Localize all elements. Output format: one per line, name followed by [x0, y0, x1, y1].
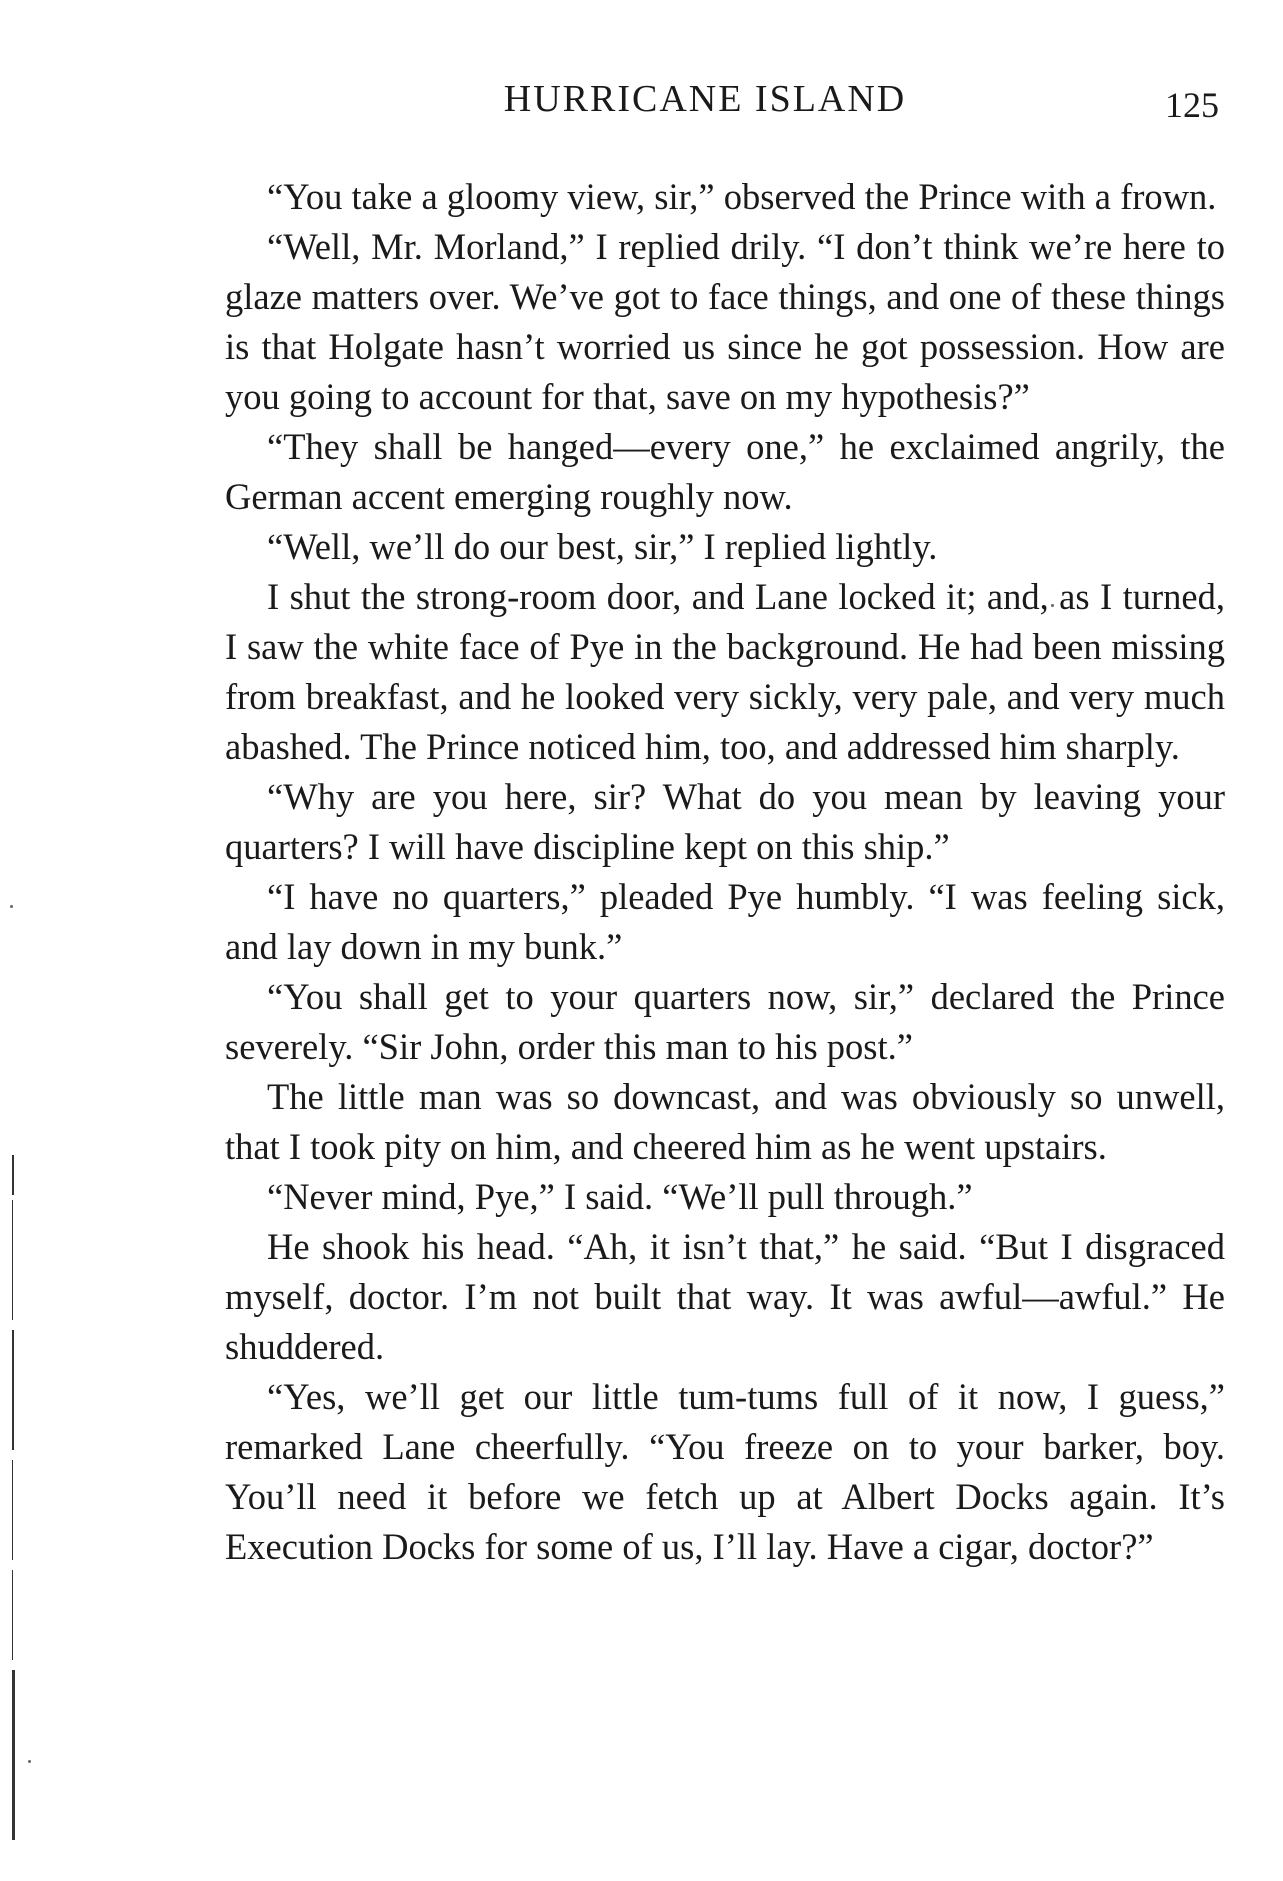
paragraph: I shut the strong-room door, and Lane locked it; and, as I turned, I saw the white face of Pye in the background. He had been missing from breakfast, and he looked very sickly, very pale, and very much abashed. The Prince noticed him, too, and addressed him sharply.: [225, 576, 1225, 767]
paragraph: “I have no quarters,” pleaded Pye humbly. “I was feeling sick, and lay down in my bunk.”: [225, 876, 1225, 967]
gutter-edge-mark: [12, 1155, 14, 1195]
paragraph: “Why are you here, sir? What do you mean by leaving your quarters? I will have discipline kept on this ship.”: [225, 776, 1225, 867]
scan-speck: [28, 1760, 31, 1763]
body-text: [225, 172, 1225, 1572]
gutter-edge-mark: [12, 1330, 14, 1450]
paragraph: “They shall be hanged—every one,” he exclaimed angrily, the German accent emerging roughly now.: [225, 426, 1225, 517]
paragraph: He shook his head. “Ah, it isn’t that,” he said. “But I disgraced myself, doctor. I’m not built that way. It was awful—awful.” He shuddered.: [225, 1226, 1225, 1367]
running-head: [225, 74, 1225, 124]
paragraph: “Well, Mr. Morland,” I replied drily. “I don’t think we’re here to glaze matters over. We’ve got to face things, and one of these things is that Holgate hasn’t worried us since he got possession. How are you going to account for that, save on my hypothesis?”: [225, 226, 1225, 417]
paragraph: “You take a gloomy view, sir,” observed the Prince with a frown.: [267, 176, 1217, 217]
gutter-edge-mark: [12, 1670, 15, 1840]
scan-speck: [10, 905, 13, 908]
paragraph: The little man was so downcast, and was obviously so unwell, that I took pity on him, and cheered him as he went upstairs.: [225, 1076, 1225, 1167]
running-title: HURRICANE ISLAND: [503, 78, 907, 120]
gutter-edge-mark: [12, 1460, 13, 1560]
page-number: 125: [1165, 85, 1219, 125]
gutter-edge-mark: [12, 1200, 13, 1320]
paragraph: “You shall get to your quarters now, sir,” declared the Prince severely. “Sir John, order this man to his post.”: [225, 976, 1225, 1067]
gutter-edge-mark: [12, 1570, 13, 1660]
paragraph: “Never mind, Pye,” I said. “We’ll pull through.”: [267, 1176, 973, 1217]
paragraph: “Well, we’ll do our best, sir,” I replied lightly.: [267, 526, 938, 567]
paragraph: “Yes, we’ll get our little tum-tums full of it now, I guess,” remarked Lane cheerfully. “You freeze on to your barker, boy. You’ll need it before we fetch up at Albert Docks again. It’s Execution Docks for some of us, I’ll lay. Have a cigar, doctor?”: [225, 1376, 1225, 1567]
